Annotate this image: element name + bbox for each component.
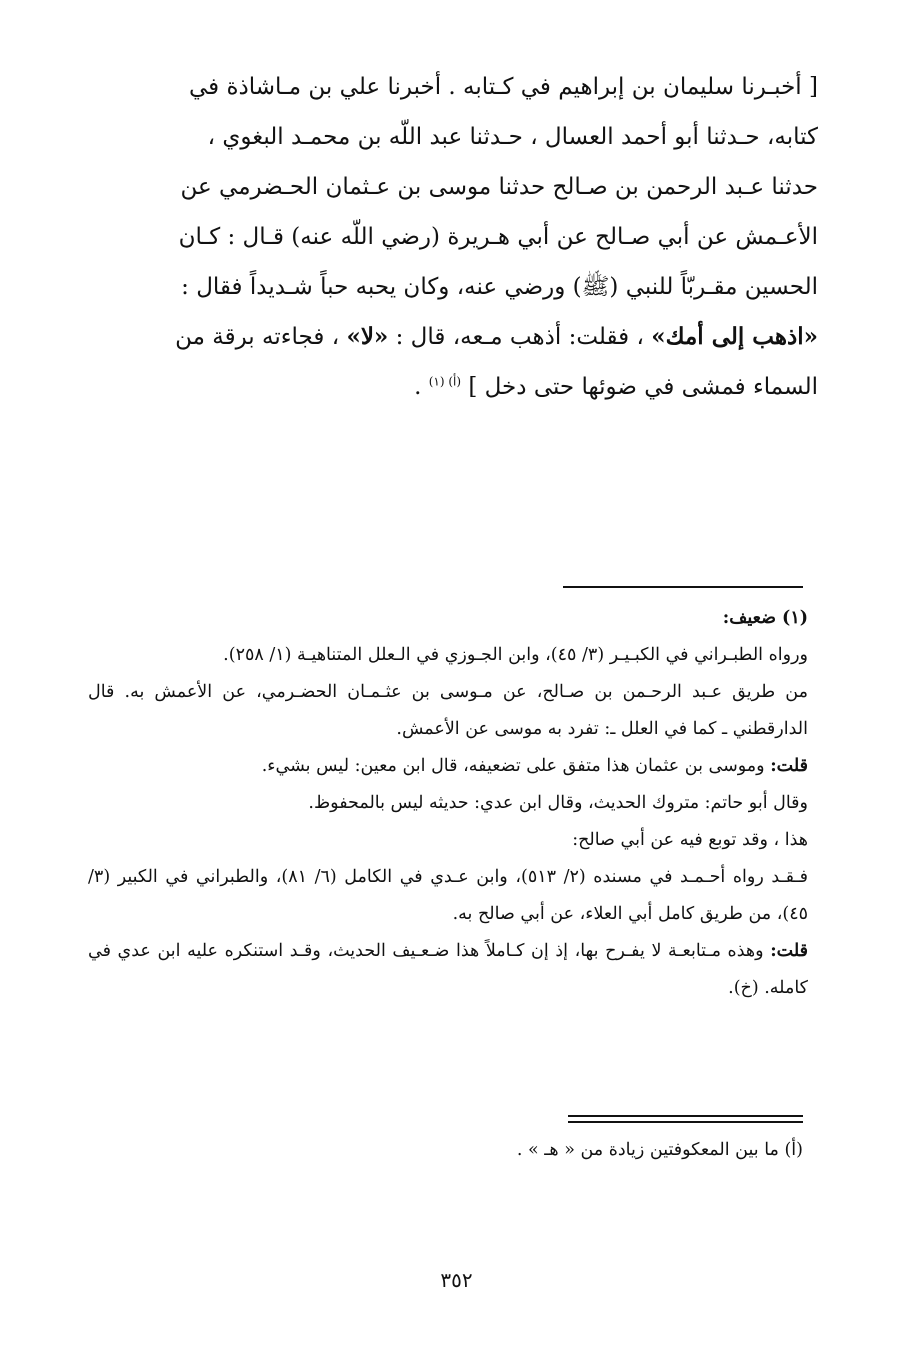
hadith-fragment: السماء فمشى في ضوئها حتى دخل ] bbox=[468, 374, 818, 400]
editorial-separator bbox=[568, 1115, 803, 1123]
hadith-line bbox=[90, 312, 818, 362]
hadith-fragment: ، فقلت: أذهب مـعه، قال : bbox=[388, 324, 652, 350]
qult-label: قلت: bbox=[770, 756, 808, 776]
hadith-line bbox=[90, 362, 818, 412]
editorial-note: (أ) ما بين المعكوفتين زيادة من « هـ » . bbox=[516, 1140, 803, 1160]
hadith-line: الحسين مقـربّاً للنبي (ﷺ) ورضي عنه، وكان يحبه حباً شـديداً فقال : bbox=[181, 274, 818, 300]
hadith-fragment: . bbox=[414, 374, 429, 400]
footnote-paragraph: فـقـد رواه أحـمـد في مسنده (٢/ ٥١٣)، وابن عـدي في الكامل (٦/ ٨١)، والطبراني في الكبير (٣/ ٤٥)، من طريق كامل أبي العلاء، عن أبي صالح به. bbox=[88, 867, 809, 924]
footnote-fragment: وهذه مـتابعـة لا يفـرح بها، إذ إن كـاملاً هذا ضـعـيف الحديث، وقـد استنكره عليه ابن عدي في كامله. (خ). bbox=[88, 941, 808, 998]
quote-go-to-mother: «اذهب إلى أمك» bbox=[651, 323, 818, 350]
footnote-paragraph bbox=[88, 933, 808, 1007]
hadith-fragment: ، فجاءته برقة من bbox=[175, 324, 347, 350]
footnotes-block bbox=[88, 600, 808, 1007]
footnote-paragraph: هذا ، وقد توبع فيه عن أبي صالح: bbox=[572, 830, 808, 850]
footnote-paragraph: من طريق عـبد الرحـمن بن صـالح، عن مـوسى بن عثـمـان الحضـرمي، عن الأعمش به. قال الدارقطني ـ كما في العلل ـ: تفرد به موسى عن الأعمش. bbox=[88, 682, 808, 739]
footnote-paragraph: وقال أبو حاتم: متروك الحديث، وقال ابن عدي: حديثه ليس بالمحفوظ. bbox=[308, 793, 808, 813]
footnote-fragment: وموسى بن عثمان هذا متفق على تضعيفه، قال ابن معين: ليس بشيء. bbox=[261, 756, 771, 776]
hadith-line: الأعـمش عن أبي صـالح عن أبي هـريرة (رضي اللّه عنه) قـال : كـان bbox=[178, 224, 818, 250]
hadith-line: [ أخبـرنا سليمان بن إبراهيم في كـتابه . أخبرنا علي بن مـاشاذة في bbox=[189, 74, 818, 100]
hadith-line: حدثنا عـبد الرحمن بن صـالح حدثنا موسى بن عـثمان الحـضرمي عن bbox=[180, 174, 818, 200]
footnote-paragraph: ورواه الطبـراني في الكبـيـر (٣/ ٤٥)، وابن الجـوزي في الـعلل المتناهيـة (١/ ٢٥٨). bbox=[223, 645, 808, 665]
hadith-text bbox=[90, 62, 818, 412]
footnote-marker: (أ) (١) bbox=[428, 374, 462, 389]
quote-no: «لا» bbox=[346, 323, 389, 350]
footnote-heading: (١) ضعيف: bbox=[722, 608, 808, 628]
qult-label: قلت: bbox=[770, 941, 808, 961]
footnote-paragraph bbox=[88, 748, 808, 785]
footnote-separator bbox=[563, 586, 803, 588]
hadith-line: كتابه، حـدثنا أبو أحمد العسال ، حـدثنا عبد اللّه بن محمـد البغوي ، bbox=[207, 124, 818, 150]
page-number: ٣٥٢ bbox=[440, 1268, 473, 1292]
